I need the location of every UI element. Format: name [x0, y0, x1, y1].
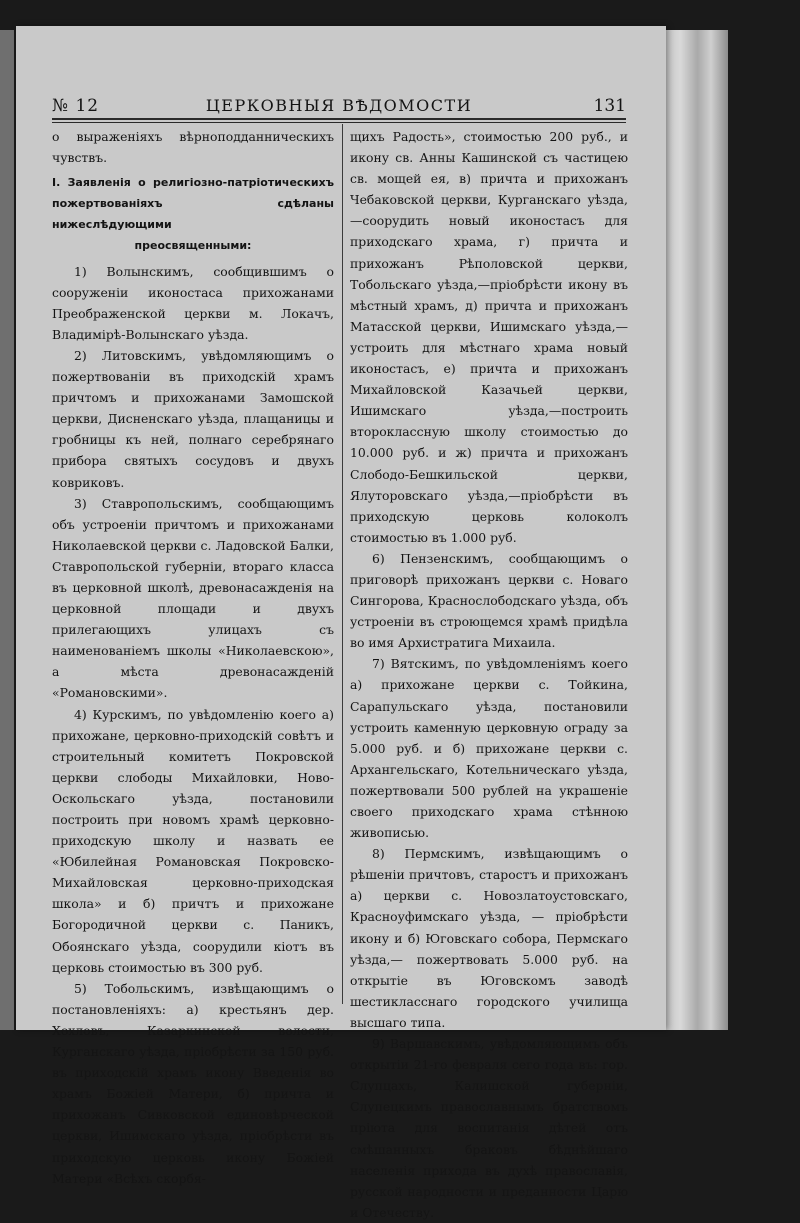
right-column [350, 126, 628, 1223]
paragraph-4: 4) Курскимъ, по увѣдомленію коего а) прихожане, церковно-приходскій совѣтъ и строительный комитетъ Покровской церкви слободы Михайловки, Ново-Оскольскаго уѣзда, постановили построить при новомъ храмѣ церковно-приходскую школу и назвать ее «Юбилейная Романовская Покровско-Михайловская церковно-приходская школа» и б) причтъ и прихожане Богородичной церкви с. Паникъ, Обоянскаго уѣзда, соорудили кіотъ въ церковь стоимостью въ 300 руб. [52, 706, 334, 975]
document-page [16, 26, 666, 1220]
page-stack-edge [660, 30, 728, 1030]
paragraph-5: 5) Тобольскимъ, извѣщающимъ о постановленіяхъ: а) крестьянъ дер. Хохловъ, Казаркинской волости, Курганскаго уѣзда, пріобрѣсти за 150 руб. въ приходскій храмъ икону Введенія во храмъ Божіей Матери, б) причта и прихожанъ Сивковской единовѣрческой церкви, Ишимскаго уѣзда, пріобрѣсти въ приходскую церковь икону Божіей Матери «Всѣхъ скорбя- [52, 980, 334, 1186]
issue-number: № 12 [52, 96, 100, 116]
paragraph-1: 1) Волынскимъ, сообщившимъ о сооруженіи иконостаса прихожанами Преображенской церкви м. Локачъ, Владимірѣ-Волынскаго уѣзда. [52, 263, 334, 342]
header-rule-thin [52, 122, 626, 123]
journal-title: ЦЕРКОВНЫЯ ВѢДОМОСТИ [205, 96, 473, 115]
book-edge-left [0, 30, 14, 1030]
continuation-text: о выраженіяхъ вѣрноподданническихъ чувствъ. [52, 129, 334, 166]
page-number: 131 [593, 96, 626, 116]
paragraph-3: 3) Ставропольскимъ, сообщающимъ объ устроеніи причтомъ и прихожанами Николаевской церкви с. Ладовской Балки, Ставропольской губерніи, втораго класса въ церковной школѣ, древонасажденія на церковной площади и двухъ прилегающихъ улицахъ съ наименованіемъ школы «Николаевскою», а мѣста древонасажденій «Романовскими». [52, 495, 334, 701]
paragraph-8: 8) Пермскимъ, извѣщающимъ о рѣшеніи причтовъ, старостъ и прихожанъ а) церкви с. Новозлатоустовскаго, Красноуфимскаго уѣзда, — пріобрѣсти икону и б) Юговскаго собора, Пермскаго уѣзда,— пожертвовать 5.000 руб. на открытіе въ Юговскомъ заводѣ шестиклacснаго городского училища высшаго типа. [350, 846, 628, 1030]
paragraph-6: 6) Пензенскимъ, сообщающимъ о приговорѣ прихожанъ церкви с. Новаго Сингорова, Краснослободскаго уѣзда, объ устроеніи въ строющемся храмѣ придѣла во имя Архистратига Михаила. [350, 550, 628, 651]
column-separator [342, 124, 343, 1004]
paragraph-2: 2) Литовскимъ, увѣдомляющимъ о пожертвованіи въ приходскій храмъ причтомъ и прихожанами Замошской церкви, Дисненскаго уѣзда, плащаницы и гробницы къ ней, полнаго серебрянаго прибора святыхъ сосудовъ и двухъ ковриковъ. [52, 347, 334, 490]
section-heading-end: преосвященными: [134, 239, 252, 253]
paragraph-9: 9) Варшавскимъ, увѣдомляющимъ объ открытіи 21-го февраля сего года въ: гор. Слупцахъ, Калишской губерніи, Слупецкимъ православнымъ братствомъ пріюта для воспитанія дѣтей отъ смѣшанныхъ браковъ бѣднѣйшаго населенія прихода въ духѣ православія, русской народности и преданности Царю и Отечеству. [350, 1036, 628, 1220]
section-heading: I. Заявленія о религіозно-патріотическихъ пожертвованіяхъ сдѣланы нижеслѣдующими [52, 176, 334, 232]
page-header [52, 92, 626, 118]
continuation-paragraph-5: щихъ Радость», стоимостью 200 руб., и икону св. Анны Кашинской съ частицею св. мощей ея, в) причта и прихожанъ Чебаковской церкви, Курганскаго уѣзда,—соорудить новый иконостасъ для приходскаго храма, г) причта и прихожанъ Рѣполовской церкви, Тобольскаго уѣзда,—пріобрѣсти икону въ мѣстный храмъ, д) причта и прихожанъ Матасской церкви, Ишимскаго уѣзда,—устроить для мѣстнаго храма новый иконостасъ, е) причта и прихожанъ Михайловской Казачьей церкви, Ишимскаго уѣзда,—построить второклассную школу стоимостью до 10.000 руб. и ж) причта и прихожанъ Слободо-Бешкильской церкви, Ялуторовскаго уѣзда,—пріобрѣсти въ приходскую церковь колоколъ стоимостью въ 1.000 руб. [350, 129, 628, 545]
left-column [52, 126, 334, 1189]
header-rule [52, 118, 626, 120]
paragraph-7: 7) Вятскимъ, по увѣдомленіямъ коего а) прихожане церкви с. Тойкина, Сарапульскаго уѣзда, постановили устроить каменную церковную ограду за 5.000 руб. и б) прихожане церкви с. Архангельскаго, Котельническаго уѣзда, пожертвовали 500 рублей на украшеніе своего приходскаго храма стѣнною живописью. [350, 656, 628, 841]
